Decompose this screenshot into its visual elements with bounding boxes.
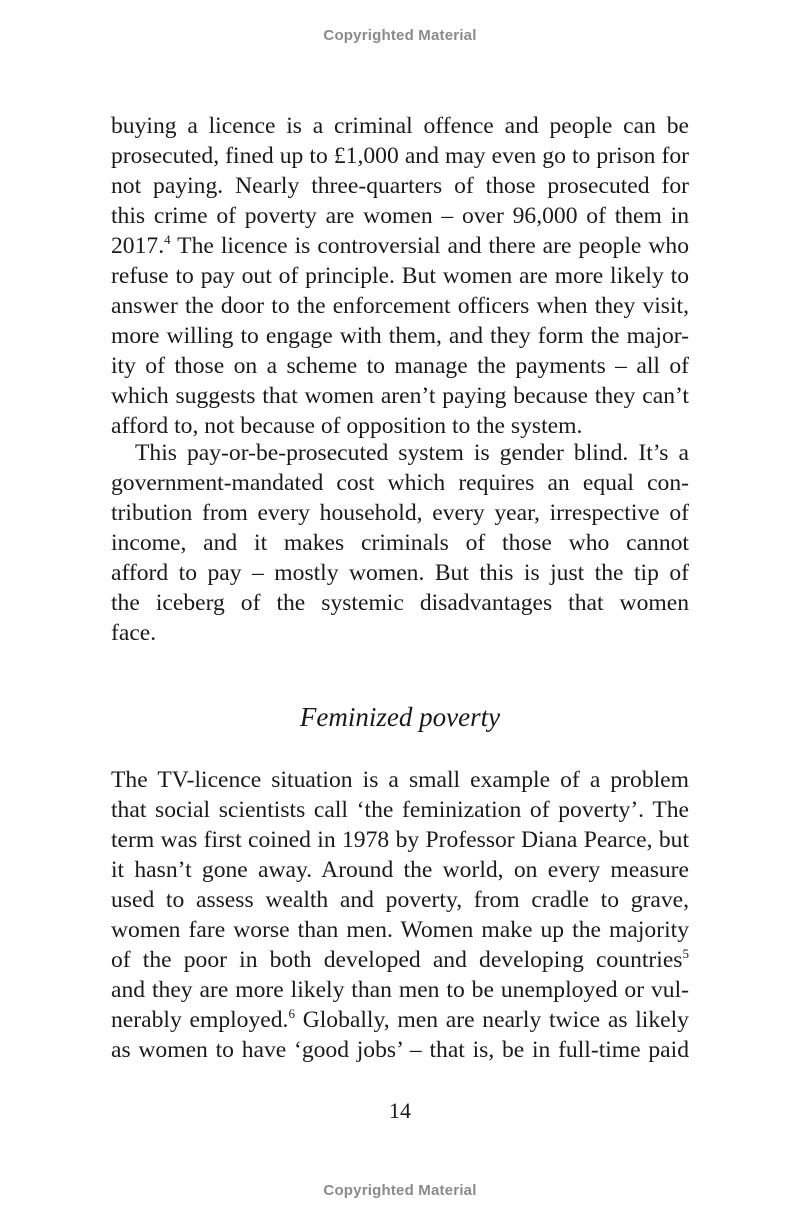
section-heading: Feminized poverty xyxy=(299,702,501,732)
footnote-ref-4[interactable]: 4 xyxy=(164,232,171,247)
footnote-ref-5[interactable]: 5 xyxy=(682,946,689,961)
text-line: not paying. Nearly three-quarters of those prosecuted for xyxy=(111,173,689,199)
text-line: tribution from every household, every year, irrespective of xyxy=(111,500,689,526)
text-line: the iceberg of the systemic disadvantages that women xyxy=(111,590,689,616)
text-line: which suggests that women aren’t paying because they can’t xyxy=(111,383,689,409)
text-line: it hasn’t gone away. Around the world, on every measure xyxy=(111,857,689,883)
text-line: income, and it makes criminals of those who cannot xyxy=(111,530,689,556)
text-line: as women to have ‘good jobs’ – that is, be in full-time paid xyxy=(111,1037,689,1063)
text-line xyxy=(111,945,689,975)
text-line: this crime of poverty are women – over 96,000 of them in xyxy=(111,203,689,229)
line-text: of the poor in both developed and developing countries xyxy=(111,947,683,973)
copyright-watermark-top: Copyrighted Material xyxy=(323,27,477,44)
text-line xyxy=(111,1005,689,1035)
copyright-watermark-bottom: Copyrighted Material xyxy=(323,1182,477,1199)
page-number: 14 xyxy=(389,1098,411,1123)
text-line: ity of those on a scheme to manage the payments – all of xyxy=(111,353,689,379)
text-line: The TV-licence situation is a small example of a problem xyxy=(111,767,689,793)
text-line: refuse to pay out of principle. But women are more likely to xyxy=(111,263,689,289)
text-line: and they are more likely than men to be unemployed or vul- xyxy=(111,977,689,1003)
text-line: government-mandated cost which requires an equal con- xyxy=(111,470,689,496)
text-line: more willing to engage with them, and they form the major- xyxy=(111,323,689,349)
text-line: answer the door to the enforcement officers when they visit, xyxy=(111,293,689,319)
line-text: 2017. xyxy=(111,233,165,259)
text-line: prosecuted, fined up to £1,000 and may even go to prison for xyxy=(111,143,689,169)
text-line: face. xyxy=(111,620,157,646)
text-line: that social scientists call ‘the feminization of poverty’. The xyxy=(111,797,689,823)
text-line xyxy=(111,231,689,261)
text-line: This pay-or-be-prosecuted system is gender blind. It’s a xyxy=(135,440,689,466)
text-line: women fare worse than men. Women make up the majority xyxy=(111,917,689,943)
line-text: The licence is controversial and there are people who xyxy=(170,233,689,259)
text-line: used to assess wealth and poverty, from cradle to grave, xyxy=(111,887,689,913)
line-text: Globally, men are nearly twice as likely xyxy=(294,1007,689,1033)
text-line: afford to, not because of opposition to the system. xyxy=(111,413,583,439)
line-text: nerably employed. xyxy=(111,1007,289,1033)
text-line: buying a licence is a criminal offence and people can be xyxy=(111,113,689,139)
footnote-ref-6[interactable]: 6 xyxy=(288,1006,295,1021)
text-line: afford to pay – mostly women. But this is just the tip of xyxy=(111,560,689,586)
text-line: term was first coined in 1978 by Professor Diana Pearce, but xyxy=(111,827,689,853)
